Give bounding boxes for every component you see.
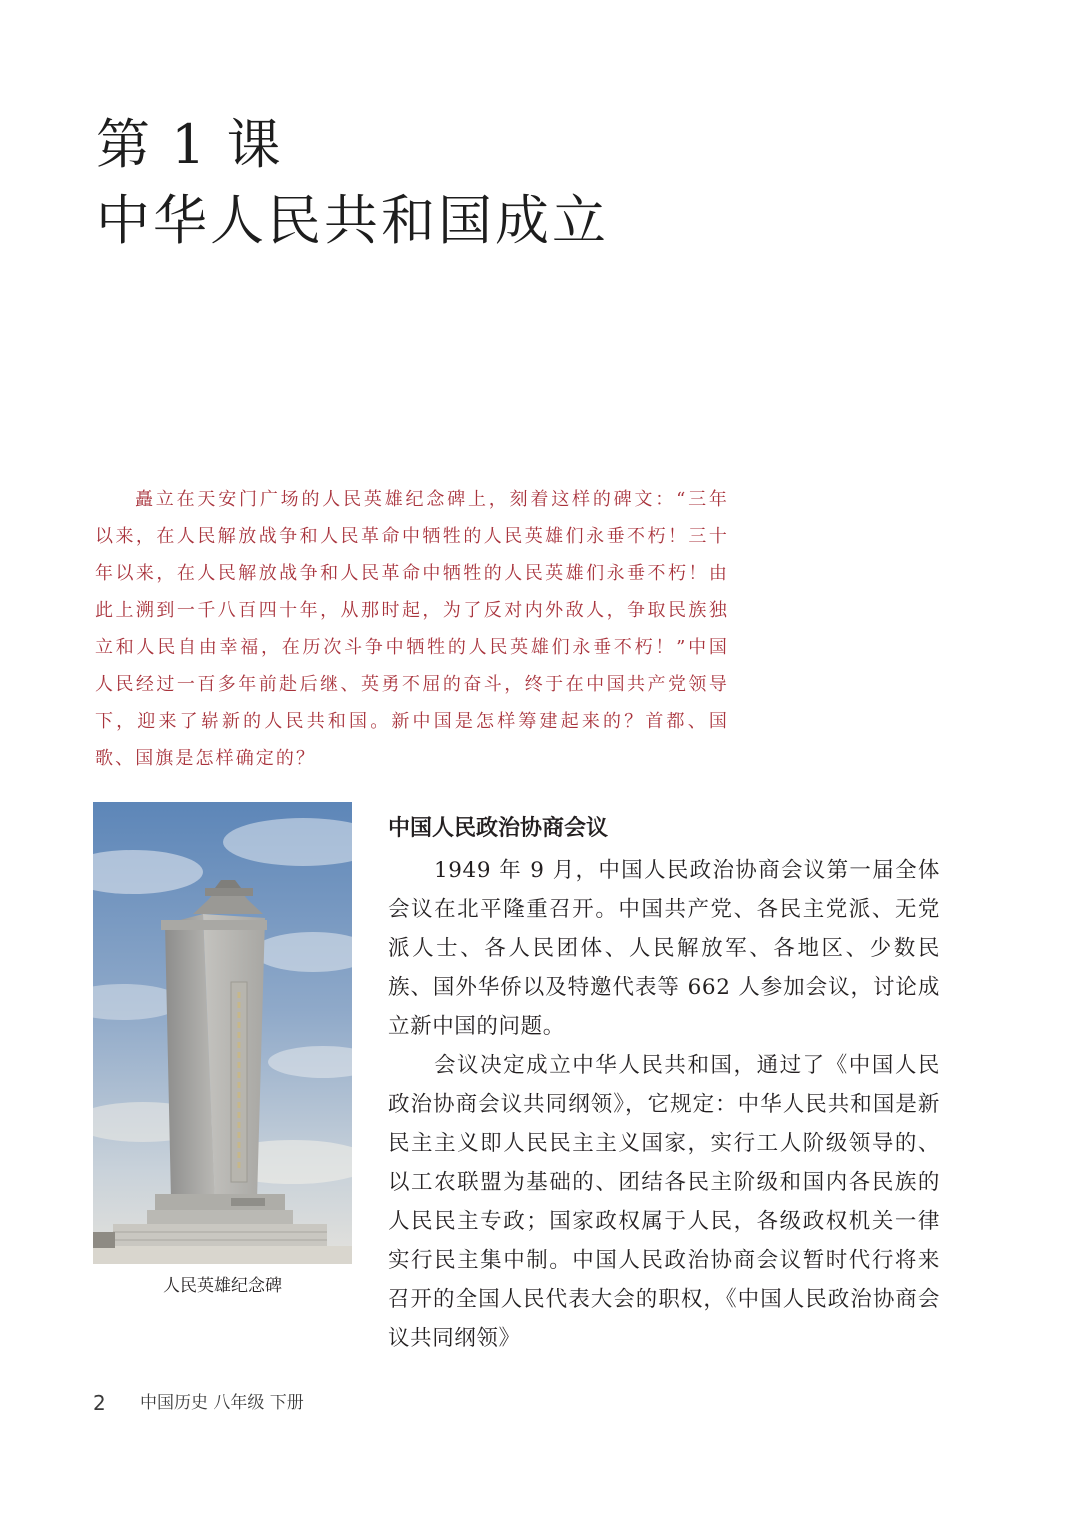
lesson-number: 第 1 课 xyxy=(96,113,283,176)
section-body xyxy=(388,851,940,1358)
figure-caption: 人民英雄纪念碑 xyxy=(163,1276,282,1296)
lesson-title: 中华人民共和国成立 xyxy=(96,189,609,252)
page-number: 2 xyxy=(93,1391,106,1415)
monument-photo xyxy=(93,802,352,1264)
body-paragraph: 1949 年 9 月，中国人民政治协商会议第一届全体会议在北平隆重召开。中国共产党、各民主党派、无党派人士、各人民团体、人民解放军、各地区、少数民族、国外华侨以及特邀代表等 662 人参加会议，讨论成立新中国的问题。 xyxy=(388,858,940,1039)
book-title: 中国历史 八年级 下册 xyxy=(140,1393,304,1413)
section-heading: 中国人民政治协商会议 xyxy=(388,816,609,841)
intro-paragraph: 矗立在天安门广场的人民英雄纪念碑上，刻着这样的碑文：“三年以来，在人民解放战争和人民革命中牺牲的人民英雄们永垂不朽！三十年以来，在人民解放战争和人民革命中牺牲的人民英雄们永垂不朽！由此上溯到一千八百四十年，从那时起，为了反对内外敌人，争取民族独立和人民自由幸福，在历次斗争中牺牲的人民英雄们永垂不朽！”中国人民经过一百多年前赴后继、英勇不屈的奋斗，终于在中国共产党领导下，迎来了崭新的人民共和国。新中国是怎样筹建起来的？首都、国歌、国旗是怎样确定的？ xyxy=(95,489,729,769)
body-paragraph: 会议决定成立中华人民共和国，通过了《中国人民政治协商会议共同纲领》，它规定：中华人民共和国是新民主主义即人民民主主义国家，实行工人阶级领导的、以工农联盟为基础的、团结各民主阶级和国内各民族的人民民主专政；国家政权属于人民，各级政权机关一律实行民主集中制。中国人民政治协商会议暂时代行将来召开的全国人民代表大会的职权，《中国人民政治协商会议共同纲领》 xyxy=(388,1053,940,1351)
